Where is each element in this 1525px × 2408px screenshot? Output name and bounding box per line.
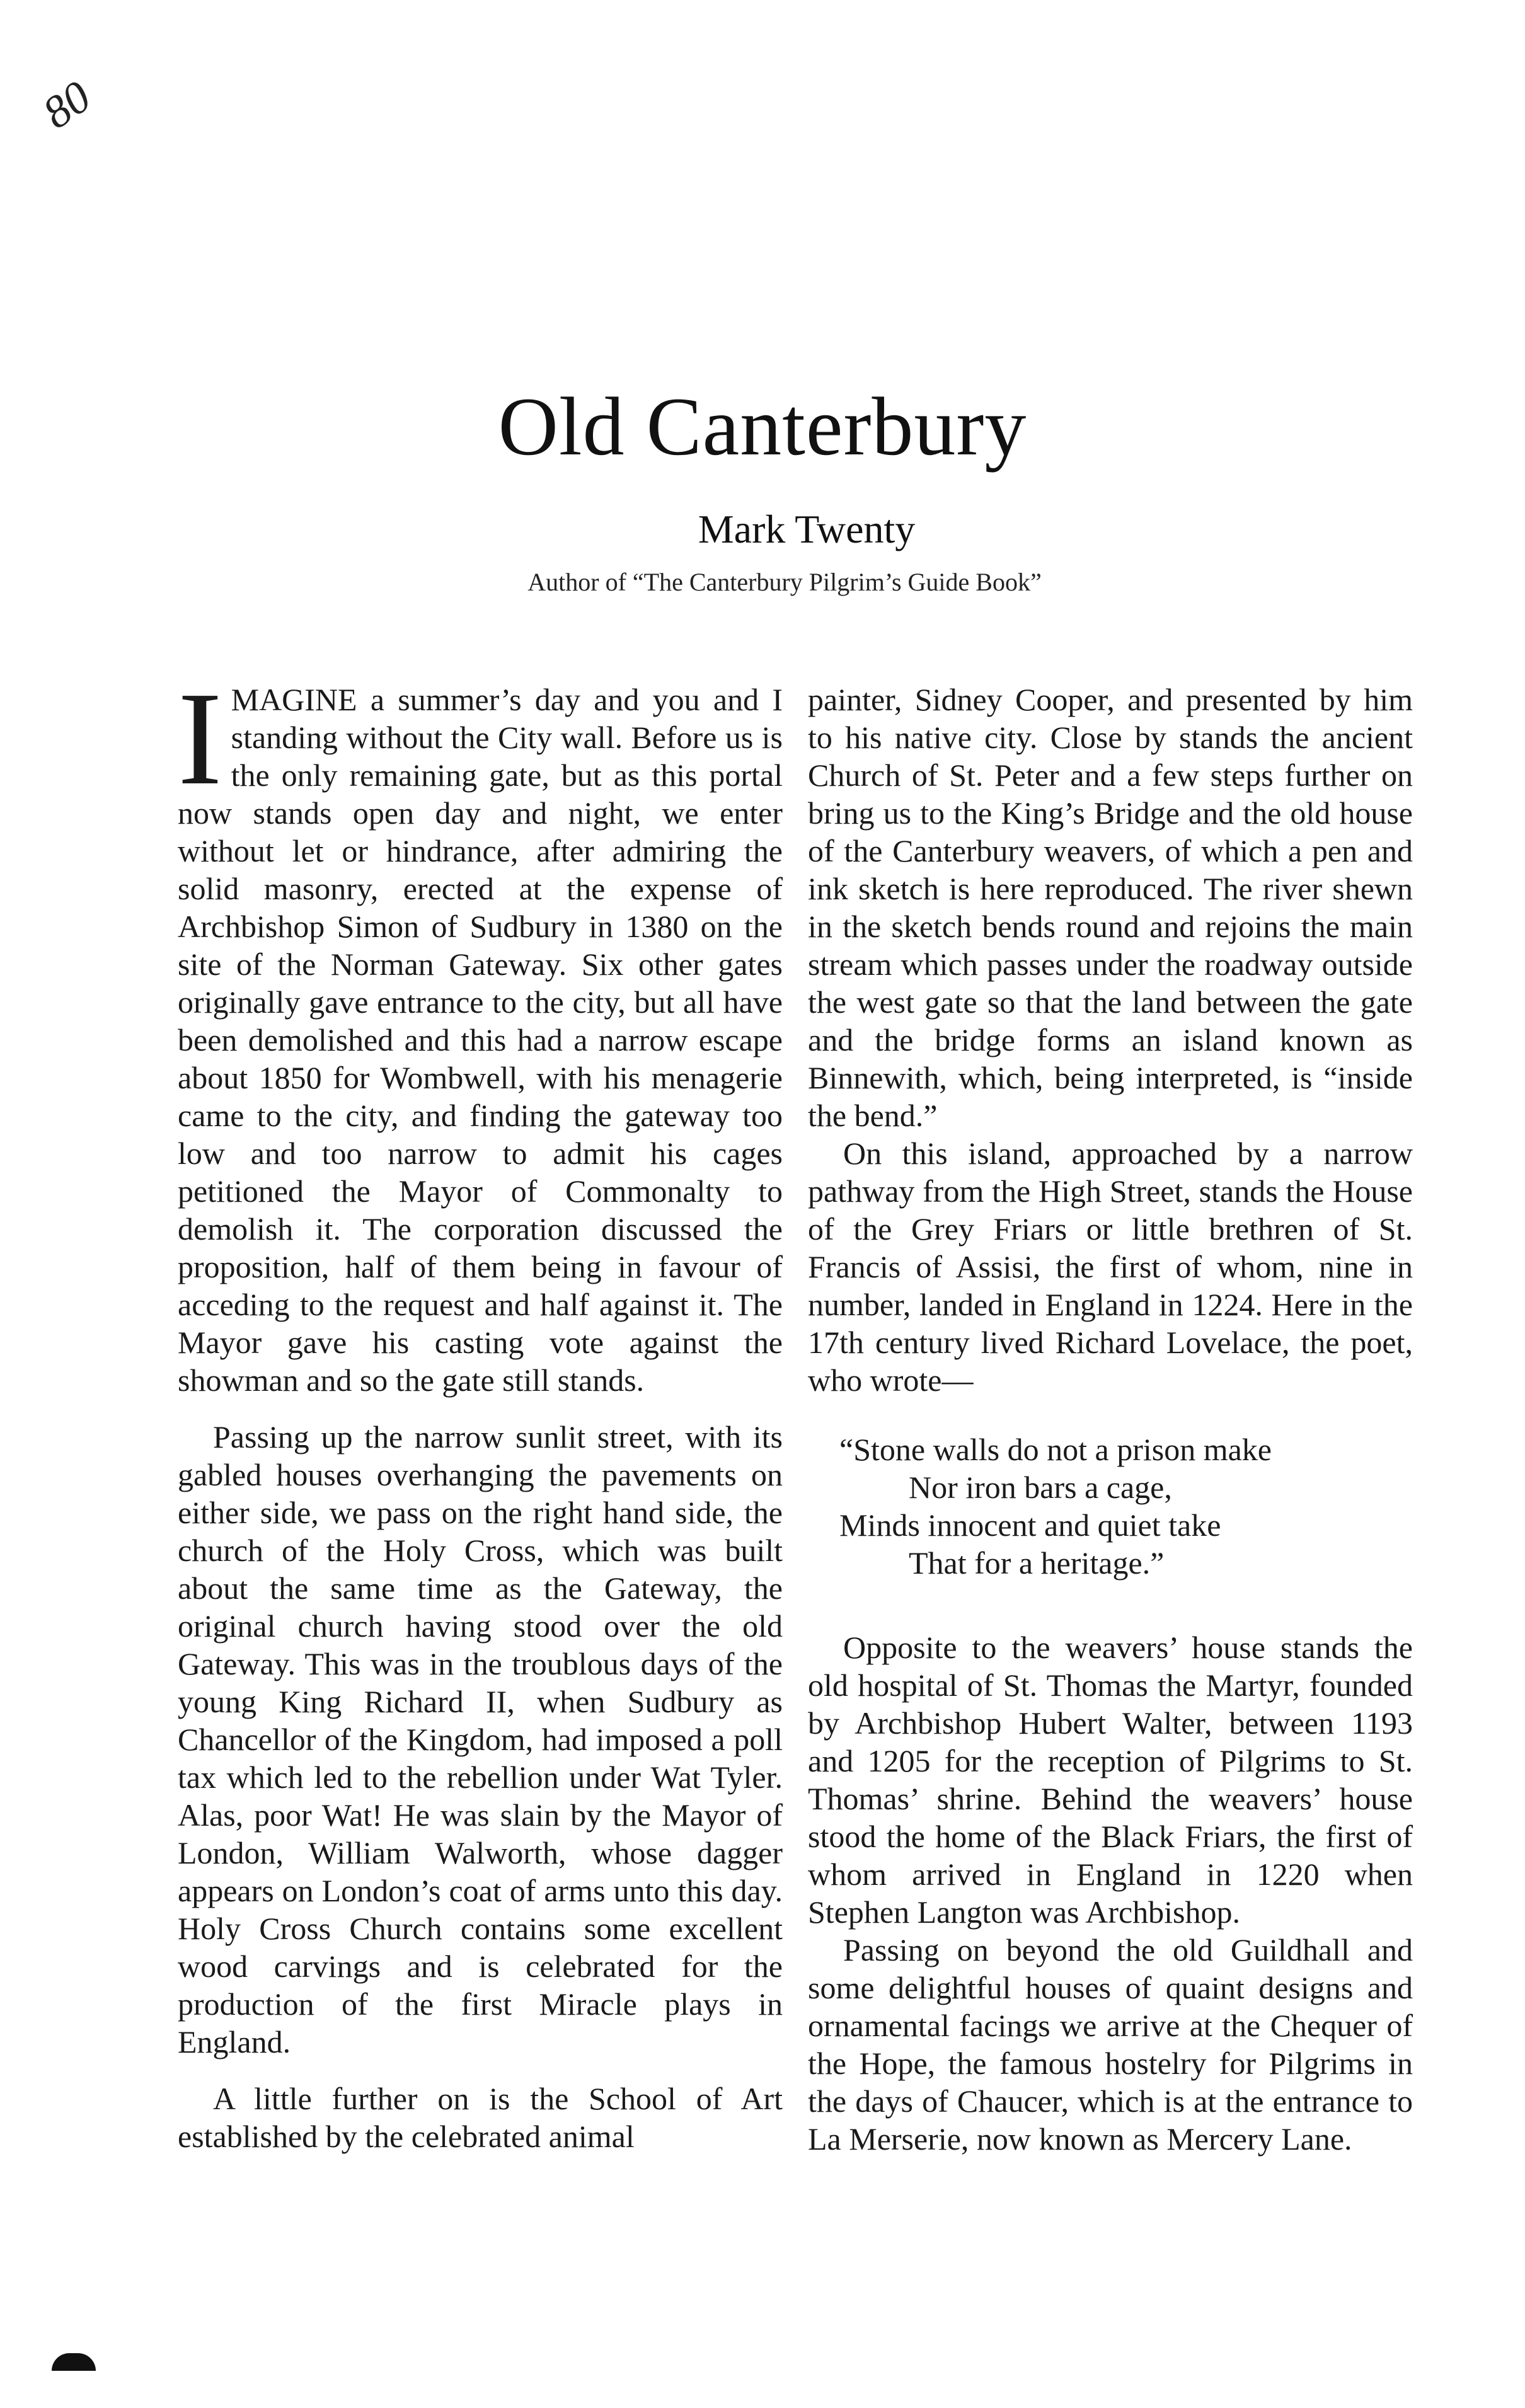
- poem-quote: [839, 1431, 1413, 1582]
- paragraph-1: [178, 664, 783, 1399]
- printer-mark-icon: [52, 2353, 96, 2371]
- right-column: [808, 681, 1413, 2158]
- paragraph-2: Passing up the narrow sunlit street, with its gabled houses overhanging the pavements on either side, we pass on the right hand side, the church of the Holy Cross, which was built about the same time as the Gateway, the original church having stood over the old Gateway. This was in the troublous days of the young King Richard II, when Sudbury as Chancellor of the Kingdom, had imposed a poll tax which led to the rebellion under Wat Tyler. Alas, poor Wat! He was slain by the Mayor of London, William Walworth, whose dagger appears on London’s coat of arms unto this day. Holy Cross Church contains some excellent wood carvings and is celebrated for the production of the first Miracle plays in England.: [178, 1419, 783, 2059]
- author-credit: Author of “The Canterbury Pilgrim’s Guide Book”: [527, 568, 1042, 596]
- left-column: [178, 664, 783, 2155]
- paragraph-5: On this island, approached by a narrow pathway from the High Street, stands the House of the Grey Friars or little brethren of St. Francis of Assisi, the first of whom, nine in number, landed in England in 1224. Here in the 17th century lived Richard Lovelace, the poet, who wrote—: [808, 1136, 1413, 1398]
- paragraph-7: Passing on beyond the old Guildhall and some delightful houses of quaint designs and ornamental facings we arrive at the Chequer of the Hope, the famous hostelry for Pilgrims in the days of Chaucer, which is at the entrance to La Merserie, now known as Mercery Lane.: [808, 1932, 1413, 2157]
- drop-cap: I: [178, 664, 222, 812]
- article-title: Old Canterbury: [498, 380, 1027, 473]
- page-number: 80: [33, 71, 100, 139]
- poem-line: Nor iron bars a cage,: [909, 1470, 1172, 1505]
- poem-line: That for a heritage.”: [909, 1545, 1165, 1581]
- article-author: Mark Twenty: [698, 507, 916, 551]
- poem-line: Minds innocent and quiet take: [839, 1507, 1221, 1543]
- paragraph-6: Opposite to the weavers’ house stands the old hospital of St. Thomas the Martyr, founded by Archbishop Hubert Walter, between 1193 and 1205 for the reception of Pilgrims to St. Thomas’ shrine. Behind the weavers’ house stood the home of the Black Friars, the first of whom arrived in England in 1220 when Stephen Langton was Archbishop.: [808, 1630, 1413, 1930]
- paragraph-4: painter, Sidney Cooper, and presented by him to his native city. Close by stands the ancient Church of St. Peter and a few steps further on bring us to the King’s Bridge and the old house of the Canterbury weavers, of which a pen and ink sketch is here reproduced. The river shewn in the sketch bends round and rejoins the main stream which passes under the roadway outside the west gate so that the land between the gate and the bridge forms an island known as Binnewith, which, being interpreted, is “inside the bend.”: [808, 682, 1413, 1133]
- paragraph-1-text: MAGINE a summer’s day and you and I standing without the City wall. Before us is the only remaining gate, but as this portal now stands open day and night, we enter without let or hindrance, after admiring the solid masonry, erected at the expense of Archbishop Simon of Sudbury in 1380 on the site of the Norman Gateway. Six other gates originally gave entrance to the city, but all have been demolished and this had a narrow escape about 1850 for Wombwell, with his menagerie came to the city, and finding the gateway too low and too narrow to admit his cages petitioned the Mayor of Commonalty to demolish it. The corporation discussed the proposition, half of them being in favour of acceding to the request and half against it. The Mayor gave his casting vote against the showman and so the gate still stands.: [178, 682, 783, 1398]
- poem-line: “Stone walls do not a prison make: [839, 1432, 1272, 1467]
- paragraph-3: A little further on is the School of Art established by the celebrated animal: [178, 2081, 783, 2154]
